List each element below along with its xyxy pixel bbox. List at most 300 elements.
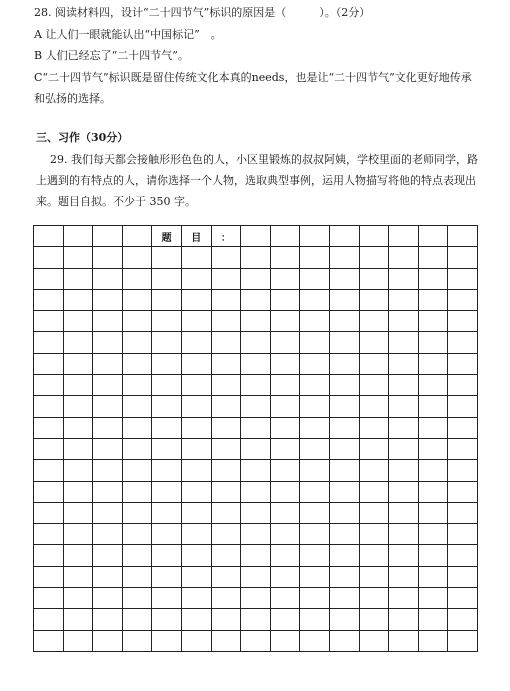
grid-cell[interactable] xyxy=(123,588,153,609)
grid-cell[interactable] xyxy=(241,226,271,247)
grid-cell[interactable] xyxy=(123,290,153,311)
grid-cell[interactable] xyxy=(182,375,212,396)
grid-cell[interactable] xyxy=(360,524,390,545)
grid-cell[interactable] xyxy=(360,269,390,290)
grid-cell[interactable] xyxy=(93,460,123,481)
grid-cell[interactable] xyxy=(419,609,449,630)
grid-cell[interactable] xyxy=(212,524,242,545)
grid-cell[interactable] xyxy=(123,269,153,290)
grid-cell[interactable] xyxy=(360,439,390,460)
grid-cell[interactable] xyxy=(330,609,360,630)
grid-cell[interactable] xyxy=(271,354,301,375)
grid-cell[interactable] xyxy=(448,332,478,353)
grid-cell[interactable] xyxy=(271,332,301,353)
grid-cell[interactable] xyxy=(93,631,123,652)
grid-cell[interactable] xyxy=(64,354,94,375)
grid-cell[interactable] xyxy=(330,545,360,566)
grid-cell[interactable] xyxy=(123,482,153,503)
grid-cell[interactable] xyxy=(271,311,301,332)
grid-cell[interactable] xyxy=(212,460,242,481)
grid-cell[interactable] xyxy=(212,545,242,566)
grid-cell[interactable] xyxy=(271,439,301,460)
grid-cell[interactable] xyxy=(123,460,153,481)
grid-cell[interactable] xyxy=(182,439,212,460)
grid-cell[interactable] xyxy=(152,311,182,332)
grid-cell[interactable] xyxy=(241,332,271,353)
grid-cell[interactable] xyxy=(123,439,153,460)
grid-cell[interactable] xyxy=(330,247,360,268)
grid-cell[interactable] xyxy=(389,631,419,652)
grid-cell[interactable] xyxy=(419,269,449,290)
grid-cell[interactable] xyxy=(182,418,212,439)
grid-cell[interactable] xyxy=(34,631,64,652)
grid-cell[interactable] xyxy=(300,609,330,630)
grid-cell[interactable] xyxy=(152,418,182,439)
grid-cell[interactable] xyxy=(389,332,419,353)
grid-cell[interactable] xyxy=(300,588,330,609)
grid-cell[interactable] xyxy=(448,418,478,439)
grid-cell[interactable] xyxy=(64,567,94,588)
grid-cell[interactable] xyxy=(360,226,390,247)
grid-cell[interactable] xyxy=(271,269,301,290)
grid-cell[interactable] xyxy=(389,609,419,630)
grid-cell[interactable] xyxy=(330,332,360,353)
grid-cell[interactable] xyxy=(241,269,271,290)
grid-cell[interactable] xyxy=(182,609,212,630)
grid-cell[interactable] xyxy=(123,524,153,545)
grid-cell[interactable] xyxy=(93,524,123,545)
grid-cell[interactable] xyxy=(271,247,301,268)
grid-cell[interactable] xyxy=(152,396,182,417)
grid-cell[interactable] xyxy=(64,439,94,460)
grid-cell[interactable] xyxy=(419,226,449,247)
grid-cell[interactable] xyxy=(241,503,271,524)
grid-cell[interactable] xyxy=(330,631,360,652)
grid-cell[interactable] xyxy=(64,631,94,652)
grid-cell[interactable] xyxy=(152,247,182,268)
grid-cell[interactable] xyxy=(448,631,478,652)
grid-cell[interactable] xyxy=(389,290,419,311)
grid-cell[interactable] xyxy=(271,482,301,503)
grid-cell[interactable] xyxy=(419,631,449,652)
grid-cell[interactable] xyxy=(182,354,212,375)
grid-cell[interactable] xyxy=(182,247,212,268)
grid-cell[interactable] xyxy=(212,290,242,311)
grid-cell[interactable] xyxy=(182,567,212,588)
grid-cell[interactable] xyxy=(212,354,242,375)
grid-cell[interactable] xyxy=(271,524,301,545)
grid-cell[interactable] xyxy=(34,247,64,268)
grid-cell[interactable] xyxy=(389,247,419,268)
grid-cell[interactable] xyxy=(34,332,64,353)
grid-cell[interactable] xyxy=(330,503,360,524)
grid-cell[interactable] xyxy=(93,226,123,247)
grid-cell[interactable] xyxy=(419,524,449,545)
grid-cell[interactable] xyxy=(448,247,478,268)
grid-cell[interactable] xyxy=(123,247,153,268)
grid-cell[interactable] xyxy=(448,545,478,566)
grid-cell[interactable] xyxy=(123,545,153,566)
grid-cell[interactable] xyxy=(419,247,449,268)
grid-cell[interactable] xyxy=(360,311,390,332)
grid-cell[interactable] xyxy=(241,545,271,566)
grid-cell[interactable] xyxy=(123,418,153,439)
grid-cell[interactable] xyxy=(271,588,301,609)
grid-cell[interactable] xyxy=(389,439,419,460)
grid-cell[interactable] xyxy=(389,269,419,290)
grid-cell[interactable] xyxy=(419,567,449,588)
grid-cell[interactable] xyxy=(360,631,390,652)
grid-cell[interactable] xyxy=(64,460,94,481)
grid-cell[interactable] xyxy=(389,311,419,332)
grid-cell[interactable] xyxy=(152,567,182,588)
grid-cell[interactable] xyxy=(93,418,123,439)
grid-cell[interactable] xyxy=(330,460,360,481)
grid-cell[interactable] xyxy=(271,503,301,524)
grid-cell[interactable] xyxy=(34,311,64,332)
grid-cell[interactable] xyxy=(360,588,390,609)
grid-cell[interactable] xyxy=(241,375,271,396)
grid-cell[interactable] xyxy=(360,290,390,311)
grid-cell[interactable] xyxy=(212,609,242,630)
grid-cell[interactable] xyxy=(330,226,360,247)
grid-cell[interactable] xyxy=(389,226,419,247)
grid-cell[interactable] xyxy=(300,247,330,268)
grid-cell[interactable] xyxy=(330,396,360,417)
grid-cell[interactable] xyxy=(300,418,330,439)
grid-cell[interactable] xyxy=(152,460,182,481)
grid-cell[interactable] xyxy=(152,354,182,375)
grid-cell[interactable] xyxy=(93,375,123,396)
grid-cell[interactable] xyxy=(182,269,212,290)
grid-cell[interactable] xyxy=(182,588,212,609)
grid-cell[interactable] xyxy=(241,396,271,417)
grid-cell[interactable] xyxy=(64,482,94,503)
grid-cell[interactable] xyxy=(448,503,478,524)
grid-cell[interactable] xyxy=(182,524,212,545)
grid-cell[interactable] xyxy=(448,226,478,247)
grid-cell[interactable] xyxy=(448,460,478,481)
grid-cell[interactable] xyxy=(93,567,123,588)
grid-cell[interactable] xyxy=(389,588,419,609)
grid-cell[interactable] xyxy=(93,588,123,609)
grid-cell[interactable] xyxy=(271,418,301,439)
grid-cell[interactable] xyxy=(93,332,123,353)
grid-cell[interactable] xyxy=(64,290,94,311)
grid-cell[interactable] xyxy=(212,631,242,652)
grid-cell[interactable] xyxy=(389,354,419,375)
grid-cell[interactable] xyxy=(34,375,64,396)
grid-cell[interactable] xyxy=(34,418,64,439)
grid-cell[interactable] xyxy=(360,332,390,353)
grid-cell[interactable] xyxy=(93,311,123,332)
grid-cell[interactable] xyxy=(330,269,360,290)
grid-cell[interactable] xyxy=(34,396,64,417)
grid-cell[interactable] xyxy=(34,588,64,609)
grid-cell[interactable] xyxy=(271,396,301,417)
grid-cell[interactable] xyxy=(300,269,330,290)
grid-cell[interactable] xyxy=(182,482,212,503)
grid-cell[interactable] xyxy=(360,396,390,417)
grid-cell[interactable] xyxy=(419,311,449,332)
grid-cell[interactable] xyxy=(212,269,242,290)
grid-cell[interactable] xyxy=(152,332,182,353)
grid-cell[interactable] xyxy=(271,375,301,396)
grid-cell[interactable] xyxy=(123,609,153,630)
grid-cell[interactable] xyxy=(360,375,390,396)
grid-cell[interactable] xyxy=(212,418,242,439)
grid-cell[interactable] xyxy=(64,524,94,545)
grid-cell[interactable] xyxy=(34,290,64,311)
grid-cell[interactable] xyxy=(64,588,94,609)
grid-cell[interactable] xyxy=(152,588,182,609)
grid-cell[interactable] xyxy=(212,503,242,524)
grid-cell[interactable] xyxy=(300,354,330,375)
grid-cell[interactable] xyxy=(123,396,153,417)
grid-cell[interactable] xyxy=(448,396,478,417)
grid-cell[interactable] xyxy=(271,567,301,588)
grid-cell[interactable] xyxy=(64,545,94,566)
grid-cell[interactable] xyxy=(64,503,94,524)
grid-cell[interactable] xyxy=(241,588,271,609)
grid-cell[interactable] xyxy=(182,503,212,524)
grid-cell[interactable] xyxy=(123,631,153,652)
option-b: B 人们已经忘了“二十四节气”。 xyxy=(34,49,189,62)
grid-cell[interactable] xyxy=(300,482,330,503)
grid-cell[interactable] xyxy=(419,460,449,481)
grid-cell[interactable] xyxy=(389,567,419,588)
grid-cell[interactable] xyxy=(182,545,212,566)
grid-cell[interactable] xyxy=(241,439,271,460)
grid-cell[interactable] xyxy=(64,332,94,353)
grid-cell[interactable] xyxy=(182,460,212,481)
grid-cell[interactable] xyxy=(241,567,271,588)
grid-cell[interactable] xyxy=(64,311,94,332)
grid-cell[interactable] xyxy=(152,375,182,396)
grid-cell[interactable] xyxy=(34,524,64,545)
grid-cell[interactable] xyxy=(330,567,360,588)
grid-cell[interactable] xyxy=(330,588,360,609)
grid-cell[interactable] xyxy=(389,545,419,566)
grid-cell[interactable] xyxy=(330,482,360,503)
grid-cell[interactable] xyxy=(300,567,330,588)
grid-cell[interactable] xyxy=(389,503,419,524)
grid-cell[interactable] xyxy=(241,311,271,332)
grid-cell[interactable] xyxy=(123,375,153,396)
grid-cell[interactable] xyxy=(212,588,242,609)
grid-cell[interactable] xyxy=(212,332,242,353)
grid-cell[interactable] xyxy=(271,545,301,566)
grid-cell[interactable] xyxy=(152,503,182,524)
grid-cell[interactable] xyxy=(241,247,271,268)
grid-cell[interactable] xyxy=(123,332,153,353)
grid-cell[interactable] xyxy=(123,503,153,524)
grid-cell[interactable] xyxy=(448,269,478,290)
grid-cell[interactable] xyxy=(419,375,449,396)
grid-cell[interactable] xyxy=(389,375,419,396)
grid-cell[interactable] xyxy=(93,439,123,460)
grid-cell[interactable] xyxy=(93,269,123,290)
grid-cell[interactable] xyxy=(93,290,123,311)
grid-cell[interactable] xyxy=(34,354,64,375)
grid-cell[interactable] xyxy=(93,609,123,630)
grid-cell[interactable] xyxy=(64,609,94,630)
grid-cell[interactable] xyxy=(152,631,182,652)
grid-cell[interactable] xyxy=(64,247,94,268)
grid-cell[interactable] xyxy=(241,418,271,439)
grid-cell[interactable] xyxy=(419,482,449,503)
grid-cell[interactable] xyxy=(360,247,390,268)
grid-cell[interactable] xyxy=(212,247,242,268)
grid-cell[interactable] xyxy=(360,567,390,588)
grid-cell[interactable] xyxy=(241,354,271,375)
grid-cell[interactable] xyxy=(300,439,330,460)
grid-cell[interactable] xyxy=(241,609,271,630)
grid-cell[interactable] xyxy=(123,354,153,375)
grid-cell[interactable] xyxy=(330,375,360,396)
writing-prompt-line2: 上遇到的有特点的人，请你选择一个人物，选取典型事例，运用人物描写将他的特点表现出 xyxy=(36,174,476,187)
grid-cell[interactable] xyxy=(300,290,330,311)
grid-cell[interactable] xyxy=(271,460,301,481)
grid-cell[interactable] xyxy=(212,375,242,396)
grid-cell[interactable] xyxy=(212,567,242,588)
grid-cell[interactable] xyxy=(93,482,123,503)
grid-cell[interactable] xyxy=(123,567,153,588)
grid-cell[interactable] xyxy=(448,588,478,609)
grid-cell[interactable] xyxy=(360,545,390,566)
grid-cell[interactable] xyxy=(360,503,390,524)
grid-cell[interactable] xyxy=(152,609,182,630)
grid-cell[interactable] xyxy=(241,290,271,311)
grid-cell[interactable] xyxy=(419,439,449,460)
grid-cell[interactable] xyxy=(152,439,182,460)
grid-cell[interactable] xyxy=(34,439,64,460)
grid-cell[interactable] xyxy=(300,375,330,396)
grid-cell[interactable] xyxy=(300,332,330,353)
grid-cell[interactable] xyxy=(419,588,449,609)
grid-cell[interactable] xyxy=(64,375,94,396)
grid-cell[interactable] xyxy=(241,631,271,652)
grid-cell[interactable] xyxy=(182,396,212,417)
grid-cell[interactable] xyxy=(448,311,478,332)
grid-cell[interactable] xyxy=(389,524,419,545)
grid-cell[interactable] xyxy=(330,418,360,439)
grid-cell[interactable] xyxy=(300,396,330,417)
grid-cell[interactable] xyxy=(241,482,271,503)
grid-cell[interactable] xyxy=(330,439,360,460)
grid-cell[interactable] xyxy=(212,311,242,332)
grid-cell[interactable] xyxy=(64,269,94,290)
grid-cell[interactable] xyxy=(93,247,123,268)
grid-cell[interactable] xyxy=(389,396,419,417)
grid-cell[interactable] xyxy=(212,482,242,503)
grid-cell[interactable] xyxy=(212,396,242,417)
grid-cell[interactable] xyxy=(271,609,301,630)
grid-cell[interactable] xyxy=(330,290,360,311)
grid-cell[interactable] xyxy=(300,226,330,247)
grid-cell[interactable] xyxy=(64,226,94,247)
grid-cell[interactable] xyxy=(123,226,153,247)
grid-cell[interactable] xyxy=(300,460,330,481)
grid-cell[interactable] xyxy=(152,545,182,566)
grid-cell[interactable] xyxy=(300,503,330,524)
grid-cell[interactable] xyxy=(300,311,330,332)
grid-cell[interactable] xyxy=(152,524,182,545)
grid-cell[interactable] xyxy=(360,354,390,375)
grid-cell[interactable] xyxy=(448,524,478,545)
grid-cell[interactable] xyxy=(34,269,64,290)
grid-cell[interactable] xyxy=(152,290,182,311)
grid-cell[interactable] xyxy=(448,375,478,396)
grid-cell[interactable] xyxy=(182,332,212,353)
grid-cell[interactable] xyxy=(360,460,390,481)
grid-cell[interactable] xyxy=(182,311,212,332)
grid-cell[interactable] xyxy=(419,290,449,311)
grid-cell[interactable] xyxy=(34,460,64,481)
grid-cell[interactable] xyxy=(389,460,419,481)
grid-cell[interactable] xyxy=(419,332,449,353)
grid-cell[interactable] xyxy=(64,418,94,439)
grid-cell[interactable] xyxy=(241,524,271,545)
grid-cell[interactable] xyxy=(419,545,449,566)
grid-cell[interactable] xyxy=(330,524,360,545)
grid-cell[interactable] xyxy=(93,545,123,566)
grid-cell[interactable] xyxy=(152,269,182,290)
grid-cell[interactable] xyxy=(271,631,301,652)
grid-cell[interactable] xyxy=(360,609,390,630)
grid-cell[interactable] xyxy=(34,545,64,566)
grid-cell[interactable] xyxy=(182,290,212,311)
grid-cell[interactable] xyxy=(300,545,330,566)
grid-cell[interactable] xyxy=(330,354,360,375)
grid-cell[interactable] xyxy=(93,354,123,375)
grid-cell[interactable] xyxy=(300,631,330,652)
grid-cell[interactable] xyxy=(271,290,301,311)
grid-cell[interactable] xyxy=(34,226,64,247)
grid-cell[interactable] xyxy=(419,418,449,439)
grid-cell[interactable] xyxy=(93,396,123,417)
grid-cell[interactable] xyxy=(389,482,419,503)
writing-prompt-line1: 29. 我们每天都会接触形形色色的人，小区里锻炼的叔叔阿姨，学校里面的老师同学，路 xyxy=(50,153,478,166)
grid-cell[interactable] xyxy=(448,354,478,375)
grid-cell[interactable] xyxy=(389,418,419,439)
grid-cell[interactable] xyxy=(152,482,182,503)
grid-cell[interactable] xyxy=(360,418,390,439)
grid-cell[interactable] xyxy=(419,503,449,524)
grid-cell[interactable] xyxy=(182,631,212,652)
grid-cell[interactable] xyxy=(448,609,478,630)
grid-cell[interactable] xyxy=(448,439,478,460)
grid-cell[interactable] xyxy=(34,482,64,503)
grid-cell[interactable] xyxy=(448,482,478,503)
grid-cell[interactable] xyxy=(300,524,330,545)
grid-cell[interactable] xyxy=(241,460,271,481)
grid-cell[interactable] xyxy=(330,311,360,332)
grid-cell[interactable] xyxy=(93,503,123,524)
grid-cell[interactable] xyxy=(271,226,301,247)
grid-cell[interactable] xyxy=(64,396,94,417)
grid-cell[interactable] xyxy=(448,290,478,311)
grid-cell[interactable] xyxy=(360,482,390,503)
grid-cell[interactable] xyxy=(34,503,64,524)
grid-cell[interactable] xyxy=(448,567,478,588)
grid-cell[interactable] xyxy=(123,311,153,332)
grid-cell[interactable] xyxy=(212,439,242,460)
grid-cell[interactable] xyxy=(34,567,64,588)
grid-cell[interactable] xyxy=(419,396,449,417)
grid-cell[interactable] xyxy=(419,354,449,375)
grid-cell[interactable] xyxy=(34,609,64,630)
